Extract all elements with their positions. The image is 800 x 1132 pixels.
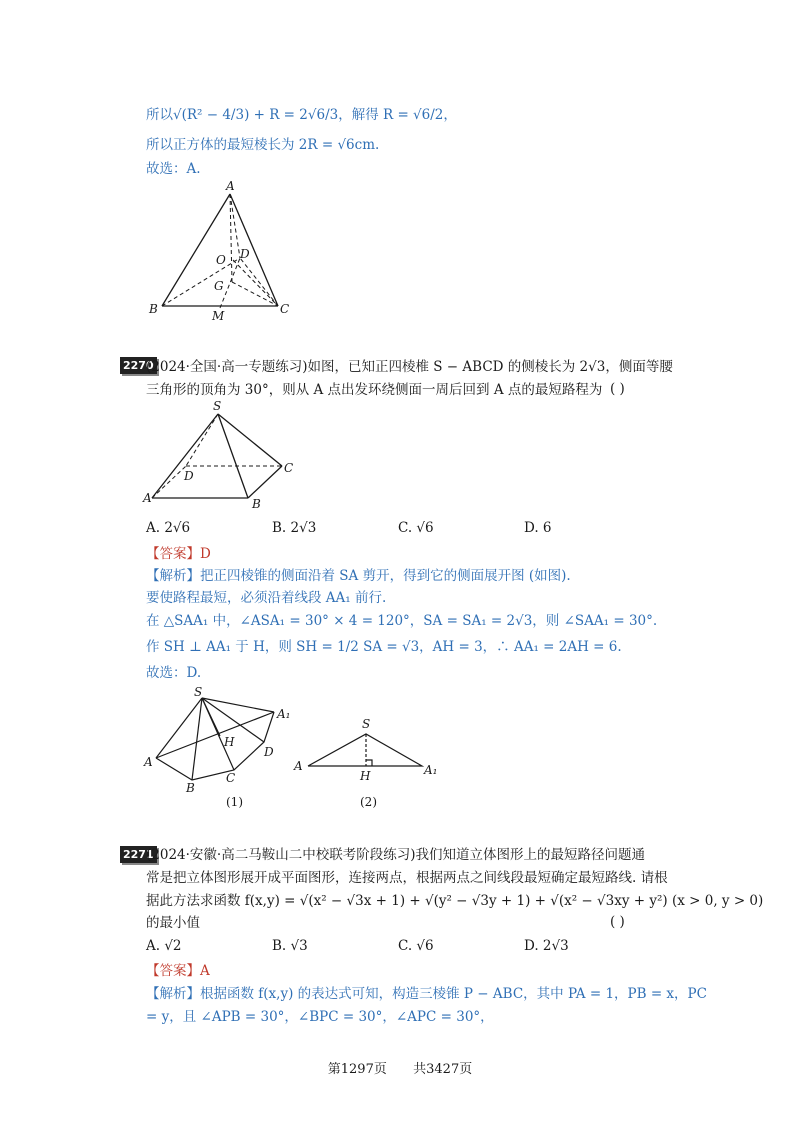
- q2271-option-d: D. 2√3: [524, 938, 569, 954]
- page-total: 共3427页: [413, 1062, 473, 1077]
- fig2-caption: (2): [360, 795, 377, 809]
- q2270-option-b: B. 2√3: [272, 520, 317, 536]
- label-S: S: [362, 717, 371, 731]
- question-number-2270: 2270: [120, 357, 157, 374]
- label-A: A: [144, 755, 153, 769]
- q2270-text-2: 三角形的顶角为 30°，则从 A 点出发环绕侧面一周后回到 A 点的最短路程为: [146, 382, 603, 398]
- label-G: G: [214, 279, 224, 293]
- q2270-answer: [146, 545, 211, 563]
- q2271-option-a: A. √2: [146, 938, 182, 954]
- q2271-option-b: B. √3: [272, 938, 308, 954]
- label-A1: A₁: [424, 763, 438, 777]
- label-B: B: [149, 302, 158, 316]
- fig1-caption: (1): [226, 795, 243, 809]
- q2271-text-2: 常是把立体图形展开成平面图形，连接两点，根据两点之间线段最短确定最短路线. 请根: [146, 870, 668, 886]
- label-O: O: [216, 253, 226, 267]
- label-A1: A₁: [277, 707, 290, 721]
- q2271-analysis-2: = y，且 ∠APB = 30°，∠BPC = 30°，∠APC = 30°，: [146, 1009, 494, 1025]
- label-C: C: [226, 771, 236, 785]
- analysis-tag: 【解析】: [146, 986, 200, 1002]
- q2270-analysis-1: [146, 567, 571, 585]
- q2270-analysis-2: 要使路程最短，必须沿着线段 AA₁ 前行.: [146, 590, 387, 606]
- label-D: D: [184, 469, 194, 483]
- q2271-analysis-1: [146, 985, 707, 1003]
- page-footer: [0, 1058, 800, 1077]
- q2270-analysis-3: 在 △SAA₁ 中，∠ASA₁ = 30° × 4 = 120°，SA = SA₁ = 2√3，则 ∠SAA₁ = 30°.: [146, 613, 658, 629]
- label-D: D: [240, 247, 250, 261]
- q2271-text-4: 的最小值: [146, 915, 200, 931]
- analysis-text: 根据函数 f(x,y) 的表达式可知，构造三棱锥 P − ABC，其中 PA = 1，PB = x，PC: [200, 986, 707, 1002]
- q2271-option-c: C. √6: [398, 938, 434, 954]
- prev-solution-line-1: 所以√(R² − 4/3) + R = 2√6/3，解得 R = √6/2，: [146, 107, 457, 123]
- q2271-text-3: 据此方法求函数 f(x,y) = √(x² − √3x + 1) + √(y² − √3y + 1) + √(x² − √3xy + y²) (x > 0, y > 0): [146, 893, 764, 909]
- q2270-option-d: D. 6: [524, 520, 552, 536]
- q2270-analysis-5: 故选：D.: [146, 665, 202, 681]
- label-H: H: [224, 735, 235, 749]
- label-B: B: [252, 497, 261, 510]
- label-C: C: [280, 302, 290, 316]
- question-number-2271: 2271: [120, 846, 157, 863]
- answer-value: D: [200, 546, 211, 562]
- label-B: B: [186, 781, 195, 795]
- q2271-answer-blank: ( ): [610, 914, 625, 930]
- unfolding-figure-2: [290, 708, 450, 810]
- prev-solution-line-2: 所以正方体的最短棱长为 2R = √6cm.: [146, 137, 380, 153]
- label-S: S: [213, 399, 222, 413]
- q2270-analysis-4: 作 SH ⊥ AA₁ 于 H，则 SH = 1/2 SA = √3，AH = 3，∴ AA₁ = 2AH = 6.: [146, 639, 622, 655]
- answer-value: A: [200, 963, 210, 979]
- answer-tag: 【答案】: [146, 963, 200, 979]
- q2271-answer: [146, 962, 210, 980]
- unfolding-figure-1: [140, 684, 290, 810]
- q2271-text-1: (2024·安徽·高二马鞍山二中校联考阶段练习)我们知道立体图形上的最短路径问题通: [146, 847, 645, 863]
- label-A: A: [143, 491, 152, 505]
- q2270-answer-blank: ( ): [610, 381, 625, 397]
- label-A: A: [294, 759, 303, 773]
- analysis-text: 把正四棱锥的侧面沿着 SA 剪开，得到它的侧面展开图 (如图).: [200, 568, 571, 584]
- label-D: D: [264, 745, 274, 759]
- label-A: A: [226, 179, 235, 193]
- label-M: M: [212, 309, 225, 323]
- analysis-tag: 【解析】: [146, 568, 200, 584]
- answer-tag: 【答案】: [146, 546, 200, 562]
- label-C: C: [284, 461, 294, 475]
- q2270-option-a: A. 2√6: [146, 520, 191, 536]
- square-pyramid-figure: [140, 398, 300, 510]
- label-H: H: [360, 769, 371, 783]
- q2270-option-c: C. √6: [398, 520, 434, 536]
- q2270-text-1: (2024·全国·高一专题练习)如图，已知正四棱椎 S − ABCD 的侧棱长为 2√3，侧面等腰: [146, 359, 673, 375]
- tetrahedron-figure: [140, 178, 300, 323]
- page-number: 第1297页: [327, 1062, 387, 1077]
- prev-solution-line-3: 故选：A.: [146, 161, 201, 177]
- label-S: S: [194, 685, 203, 699]
